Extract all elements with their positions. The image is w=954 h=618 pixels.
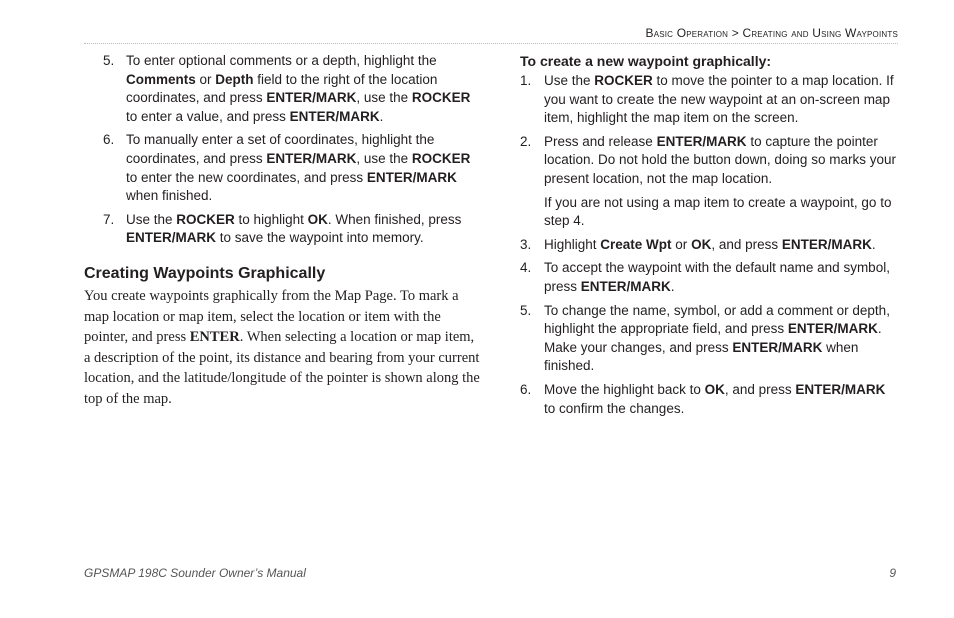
step-item: 6. Move the highlight back to OK, and press ENTER/MARK to confirm the changes. bbox=[520, 381, 886, 416]
step-item: 3. Highlight Create Wpt or OK, and press ENTER/MARK. bbox=[520, 236, 900, 255]
step-number: 2. bbox=[520, 133, 532, 149]
step-item: 7. Use the ROCKER to highlight OK. When finished, press ENTER/MARK to save the waypoint into memory. bbox=[103, 211, 462, 246]
header-section: Basic Operation bbox=[645, 26, 729, 40]
right-column bbox=[520, 52, 900, 423]
left-column bbox=[84, 52, 484, 410]
step-item: 2. Press and release ENTER/MARK to capture the pointer location. Do not hold the button down, doing so marks your present location, not the map location. If you are not using a map item to create a waypoint, go to step 4. bbox=[520, 133, 900, 231]
step-number: 5. bbox=[103, 53, 115, 68]
step-number: 7. bbox=[103, 211, 115, 227]
header-subsection: Creating and Using Waypoints bbox=[742, 26, 898, 40]
step-item: 5. To change the name, symbol, or add a comment or depth, highlight the appropriate field, and press ENTER/MARK. Make your changes, and press ENTER/MARK when finished. bbox=[520, 302, 890, 374]
step-number: 5. bbox=[520, 302, 532, 318]
right-steps-list bbox=[520, 72, 900, 418]
step-number: 6. bbox=[103, 132, 115, 148]
footer-manual-title: GPSMAP 198C Sounder Owner’s Manual bbox=[84, 566, 306, 580]
step-number: 1. bbox=[520, 73, 532, 88]
step-item: 4. To accept the waypoint with the default name and symbol, press ENTER/MARK. bbox=[520, 260, 890, 294]
footer-page-number: 9 bbox=[889, 566, 896, 580]
running-header bbox=[645, 26, 898, 40]
left-steps-list bbox=[84, 52, 484, 248]
procedure-heading: To create a new waypoint graphically: bbox=[520, 53, 772, 69]
header-separator: > bbox=[731, 26, 739, 40]
step-number: 4. bbox=[520, 260, 532, 276]
step-number: 6. bbox=[520, 381, 532, 397]
section-paragraph: You create waypoints graphically from the Map Page. To mark a map location or map item, select the location or item with the pointer, and press ENTER. When selecting a location or map item, a description of the point, its distance and bearing from your current location, and the latitude/longitude of the pointer is shown along the top of the map. bbox=[84, 287, 480, 407]
section-heading: Creating Waypoints Graphically bbox=[84, 264, 326, 282]
step-note: If you are not using a map item to create a waypoint, go to step 4. bbox=[544, 194, 892, 229]
step-item: 1. Use the ROCKER to move the pointer to a map location. If you want to create the new waypoint at an on-screen map item, highlight the map item on the screen. bbox=[520, 73, 894, 126]
step-item: 6. To manually enter a set of coordinates, highlight the coordinates, and press ENTER/MARK, use the ROCKER to enter the new coordinates, and press ENTER/MARK when finished. bbox=[103, 132, 471, 204]
step-number: 3. bbox=[520, 236, 532, 252]
header-rule bbox=[84, 43, 898, 44]
step-item: 5. To enter optional comments or a depth, highlight the Comments or Depth field to the right of the location coordinates, and press ENTER/MARK, use the ROCKER to enter a value, and press ENTER/MARK. bbox=[103, 53, 471, 124]
